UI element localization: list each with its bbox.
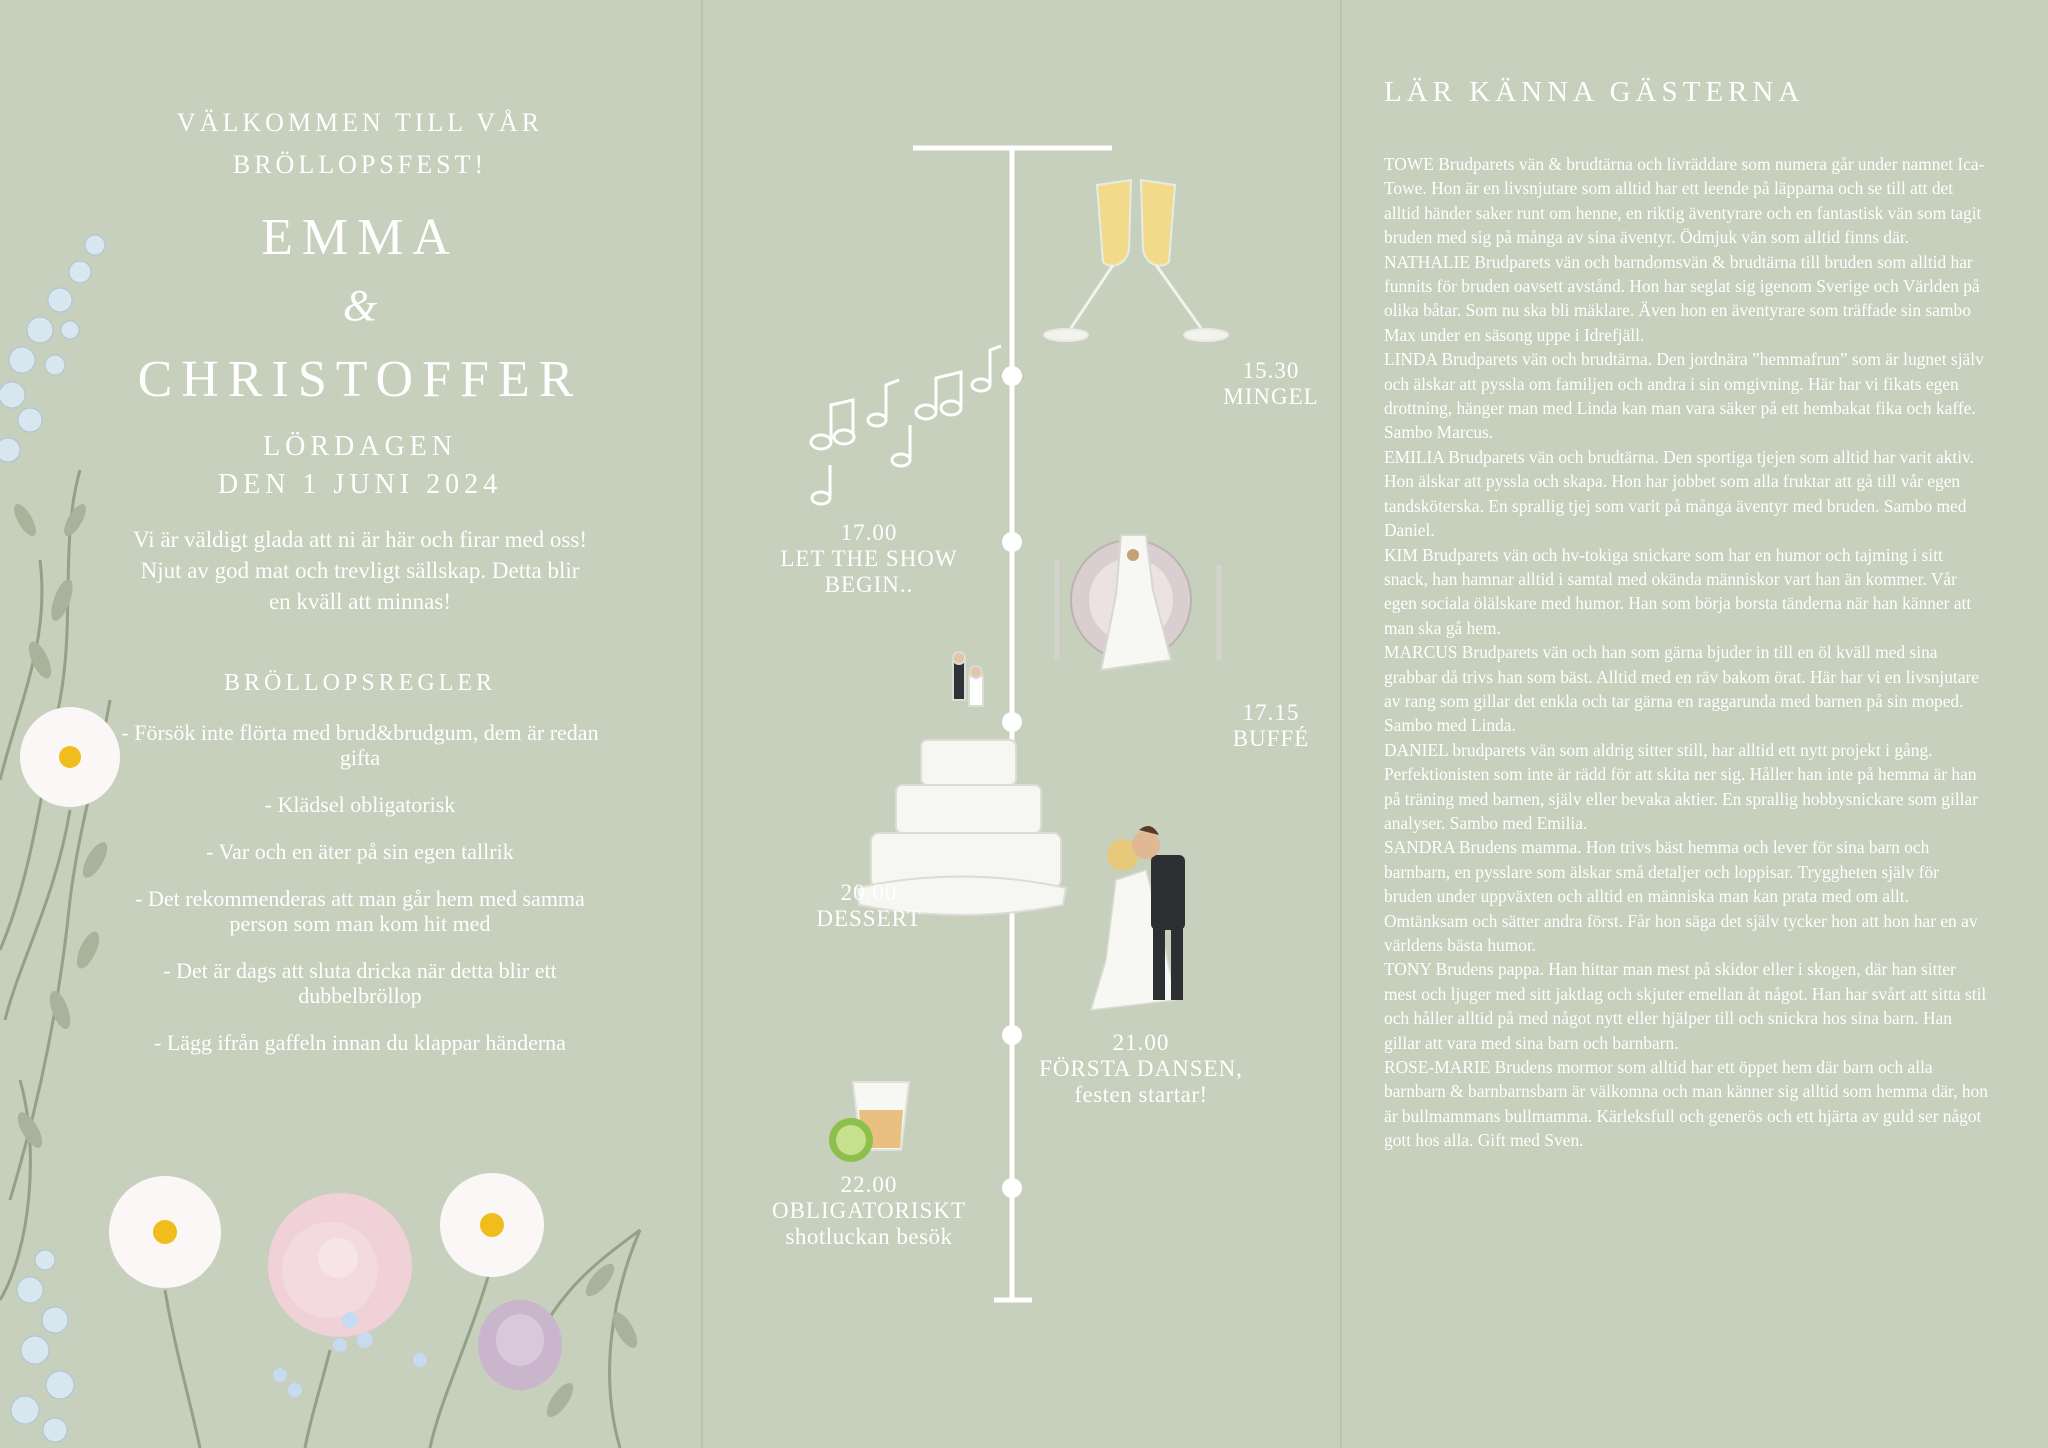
timeline-dot xyxy=(1002,532,1022,552)
event-shot xyxy=(759,1172,979,1250)
timeline-dot xyxy=(1002,1025,1022,1045)
event-dessert xyxy=(769,880,969,932)
white-flower-icon xyxy=(440,1173,544,1277)
timeline-dot xyxy=(1002,1178,1022,1198)
event-show xyxy=(769,520,969,598)
wedding-date xyxy=(110,428,610,504)
event-time: 20.00 xyxy=(840,880,898,905)
wedding-cake-icon xyxy=(856,652,1066,915)
white-flower-icon xyxy=(109,1176,221,1288)
guest-entry: MARCUS Brudparets vän och han som gärna bjuder in till en öl kväll med sina grabbar då trivs han som bäst. Alltid med en räv bakom örat. Här har vi en livsnjutare av rang som gillar det enkla och tar gärna en raggarunda med barnen på sin moped. Sambo med Linda. xyxy=(1384,642,1979,736)
event-title: FÖRSTA DANSEN, xyxy=(1039,1056,1243,1081)
guest-entry: DANIEL brudparets vän som aldrig sitter still, har alltid ett nytt projekt i gång. Perfektionisten som inte är rädd för att skita ner sig. Håller han inte på hemma är han på träning med barnen, själv eller bevaka aktier. En sprallig hobbysnickare som gillar analyser. Sambo med Emilia. xyxy=(1384,739,1978,833)
peony-icon xyxy=(268,1193,412,1337)
rule-item: - Var och en äter på sin egen tallrik xyxy=(206,839,514,864)
guest-entry: ROSE-MARIE Brudens mormor som alltid har ett öppet hem där barn och alla barnbarn & barnbarnsbarn är välkomna och man känner sig alltid som hemma där, hon är bullmammans bullmamma. Kärleksfull och generös och ett hjärta av guld ser något gott hos alla. Gift med Sven. xyxy=(1384,1057,1988,1151)
event-subtitle: shotluckan besök xyxy=(785,1224,953,1249)
welcome-panel xyxy=(0,0,701,1448)
event-title: LET THE SHOW BEGIN.. xyxy=(780,546,958,597)
event-time: 17.15 xyxy=(1242,700,1300,725)
guest-entry: TOWE Brudparets vän & brudtärna och livräddare som numera går under namnet Ica-Towe. Hon är en livsnjutare som alltid har ett leende på läpparna och se till att det alltid händer saker runt om henne, en riktig äventyrare och en fantastisk vän som tagit bruden med sig på många av sina äventyr. Ödmjuk vän som alltid finns där. xyxy=(1384,154,1985,248)
music-notes-icon xyxy=(811,346,1001,504)
white-flower-icon xyxy=(20,707,120,807)
bride-name: EMMA xyxy=(261,209,459,266)
guest-entry: KIM Brudparets vän och hv-tokiga snickare som har en humor och tajming i sitt snack, han hamnar alltid i samtal med okända människor vart han än kommer. Vår egen sociala ölälskare med humor. Han som börja borsta tänderna när han känner att man ska gå hem. xyxy=(1384,544,1972,638)
groom-name: CHRISTOFFER xyxy=(137,351,583,408)
champagne-glasses-icon xyxy=(1044,180,1228,341)
timeline-dot xyxy=(1002,712,1022,732)
shot-glass-icon xyxy=(829,1082,909,1162)
event-title: OBLIGATORISKT xyxy=(771,1198,967,1223)
event-time: 17.00 xyxy=(840,520,898,545)
rule-item: - Försök inte flörta med brud&brudgum, dem är redan gifta xyxy=(121,720,599,770)
rules-list xyxy=(110,720,610,1077)
date-weekday: LÖRDAGEN xyxy=(263,431,457,462)
welcome-line-1: VÄLKOMMEN TILL VÅR xyxy=(176,108,544,137)
event-time: 21.00 xyxy=(1112,1030,1170,1055)
event-time: 22.00 xyxy=(840,1172,898,1197)
timeline-dot xyxy=(1002,366,1022,386)
guest-entry: SANDRA Brudens mamma. Hon trivs bäst hemma och lever för sina barn och barnbarn, en pysslare som älskar små detaljer och loppisar. Tryggheten själv för bruden under uppväxten och alltid en människa man kan prata med om allt. Omtänksam och sätter andra först. Får hon säga det själv tycker hon att hon har en av världens bästa humor. xyxy=(1384,837,1978,955)
date-full: DEN 1 JUNI 2024 xyxy=(217,469,503,500)
event-title: MINGEL xyxy=(1223,384,1319,409)
event-dance xyxy=(1021,1030,1261,1108)
event-title: DESSERT xyxy=(816,906,922,931)
intro-text: Vi är väldigt glada att ni är här och firar med oss! Njut av god mat och trevligt sällskap. Detta blir en kväll att minnas! xyxy=(133,527,587,614)
rule-item: - Det är dags att sluta dricka när detta blir ett dubbelbröllop xyxy=(163,958,557,1008)
event-title: BUFFÉ xyxy=(1232,726,1310,751)
guests-panel xyxy=(1340,0,2048,1448)
welcome-heading xyxy=(110,102,610,186)
welcome-line-2: BRÖLLOPSFEST! xyxy=(232,150,488,179)
guests-title: LÄR KÄNNA GÄSTERNA xyxy=(1384,76,1805,108)
ampersand: & xyxy=(342,281,378,330)
guest-entry: TONY Brudens pappa. Han hittar man mest på skidor eller i skogen, där han sitter mest och ljuger med sitt jaktlag och skjuter emellan åt något. Han har svårt att sitta stil och håller alltid på med något nytt eller hjälper till och snickra hos sina barn. Han gillar att vara med sina barn och barnbarn. xyxy=(1384,959,1987,1053)
timeline-panel xyxy=(701,0,1340,1448)
rules-title: BRÖLLOPSREGLER xyxy=(223,670,497,696)
guest-entry: EMILIA Brudparets vän och brudtärna. Den sportiga tjejen som alltid har varit aktiv. Hon älskar att pyssla och skapa. Hon har jobbet som alla fruktar att gå till vår egen tandsköterska. En sprallig tjej som varit på många äventyr med bruden. Sambo med Daniel. xyxy=(1384,446,1974,541)
guests-list xyxy=(1384,152,1988,1153)
purple-flower-icon xyxy=(478,1300,562,1390)
event-time: 15.30 xyxy=(1242,358,1300,383)
rule-item: - Det rekommenderas att man går hem med samma person som man kom hit med xyxy=(135,886,585,936)
guest-entry: NATHALIE Brudparets vän och barndomsvän & brudtärna till bruden som alltid har funnits för bruden oavsett avstånd. Hon har seglat sig igenom Sverige och Världen på olika båtar. Som nu ska bli mäklare. Även hon en äventyrare som träffade sin sambo Max under en säsong uppe i Idrefjäll. xyxy=(1384,251,1980,345)
dancing-couple-icon xyxy=(1091,826,1185,1010)
event-subtitle: festen startar! xyxy=(1074,1082,1208,1107)
plate-and-cutlery-icon xyxy=(1057,535,1219,670)
rule-item: - Lägg ifrån gaffeln innan du klappar händerna xyxy=(154,1030,566,1055)
rule-item: - Klädsel obligatorisk xyxy=(264,792,456,817)
guest-entry: LINDA Brudparets vän och brudtärna. Den jordnära ”hemmafrun” som är lugnet själv och älskar att pyssla om familjen och andra i sin omgivning. Här har vi fikats egen drottning, hänger man med Linda kan man vara säker på ett hembakat fika och kaffe. Sambo Marcus. xyxy=(1384,349,1984,443)
